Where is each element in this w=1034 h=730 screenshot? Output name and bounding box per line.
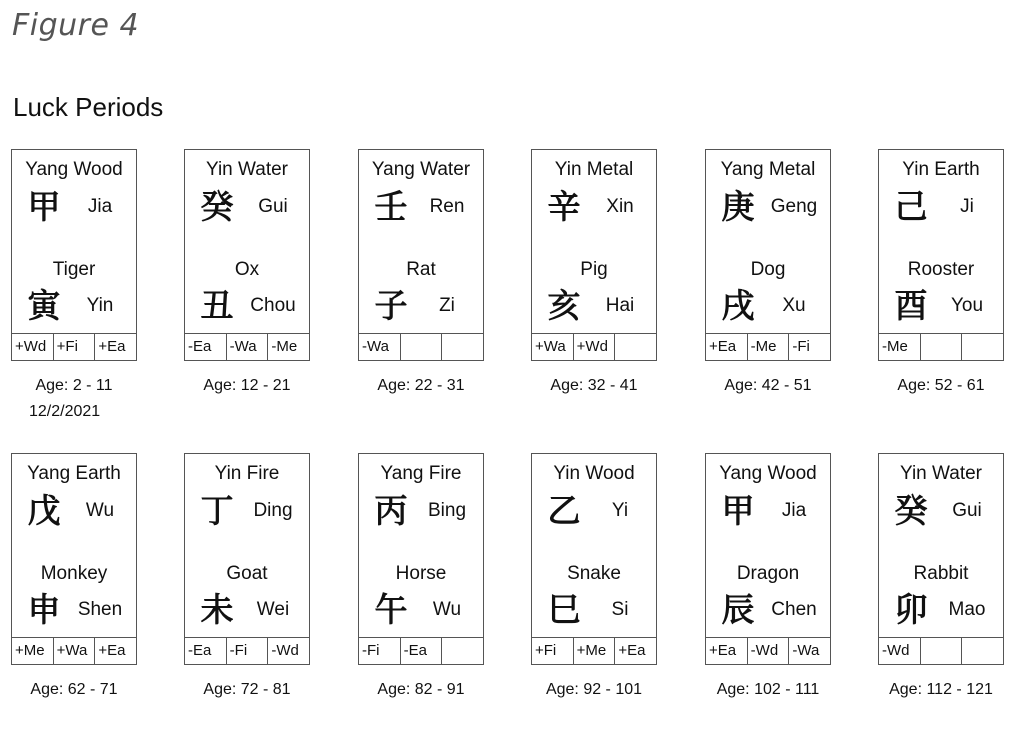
element-cell bbox=[962, 638, 1003, 664]
branch-label: Monkey bbox=[40, 563, 108, 584]
branch-label: Pig bbox=[580, 259, 608, 280]
element-cell bbox=[442, 334, 483, 360]
stem-label: Yang Wood bbox=[719, 463, 817, 484]
branch-label: Dog bbox=[750, 259, 786, 280]
stem-character: 丁 bbox=[200, 491, 234, 530]
element-cell: -Wd bbox=[879, 638, 921, 664]
stem-pinyin: Gui bbox=[258, 196, 288, 217]
branch-label: Rat bbox=[406, 259, 436, 280]
element-cell: -Wa bbox=[359, 334, 401, 360]
element-cell: +Wa bbox=[54, 638, 96, 664]
stem-pinyin: Xin bbox=[606, 196, 634, 217]
element-cell: +Ea bbox=[618, 642, 646, 659]
stem-pinyin: Jia bbox=[87, 196, 113, 217]
stem-character: 戊 bbox=[27, 491, 61, 530]
date-label: 12/2/2021 bbox=[29, 403, 101, 420]
element-cell: +Ea bbox=[98, 338, 126, 355]
branch-label: Rooster bbox=[907, 259, 975, 280]
element-cell: -Wa bbox=[792, 642, 820, 659]
element-row bbox=[359, 333, 483, 360]
element-cell: -Wa bbox=[227, 334, 269, 360]
element-row bbox=[879, 637, 1003, 664]
stem-pinyin: Wu bbox=[85, 500, 115, 521]
branch-pinyin: Shen bbox=[77, 599, 123, 620]
branch-character: 申 bbox=[27, 590, 61, 629]
luck-period-card bbox=[705, 453, 831, 665]
element-row bbox=[532, 637, 656, 664]
age-range: Age: 82 - 91 bbox=[377, 681, 465, 698]
element-cell bbox=[442, 638, 483, 664]
element-cell: -Fi bbox=[227, 638, 269, 664]
element-row bbox=[706, 637, 830, 664]
branch-pinyin: Yin bbox=[86, 295, 114, 316]
branch-label: Dragon bbox=[736, 563, 800, 584]
branch-pinyin: Chou bbox=[250, 295, 296, 316]
branch-character: 酉 bbox=[894, 286, 928, 325]
age-range: Age: 112 - 121 bbox=[889, 681, 993, 698]
stem-label: Yin Earth bbox=[902, 159, 980, 180]
luck-period-card bbox=[184, 149, 310, 361]
stem-character: 乙 bbox=[547, 491, 581, 530]
element-row bbox=[12, 637, 136, 664]
element-cell: -Ea bbox=[185, 638, 227, 664]
element-cell: -Wd bbox=[271, 642, 299, 659]
branch-pinyin: Chen bbox=[771, 599, 817, 620]
branch-character: 寅 bbox=[27, 286, 61, 325]
branch-character: 丑 bbox=[200, 286, 234, 325]
age-range: Age: 102 - 111 bbox=[716, 681, 820, 698]
stem-character: 丙 bbox=[374, 491, 408, 530]
figure-label: Figure 4 bbox=[12, 8, 140, 43]
branch-pinyin: Wei bbox=[256, 599, 290, 620]
branch-character: 卯 bbox=[894, 590, 928, 629]
branch-label: Goat bbox=[226, 563, 268, 584]
age-range: Age: 52 - 61 bbox=[897, 377, 985, 394]
stem-pinyin: Bing bbox=[427, 500, 467, 521]
luck-period-card bbox=[878, 453, 1004, 665]
branch-character: 巳 bbox=[547, 590, 581, 629]
element-row bbox=[185, 637, 309, 664]
element-row bbox=[12, 333, 136, 360]
element-cell bbox=[615, 334, 656, 360]
element-cell: +Ea bbox=[98, 642, 126, 659]
luck-period-card bbox=[531, 453, 657, 665]
branch-label: Horse bbox=[395, 563, 447, 584]
branch-character: 戌 bbox=[721, 286, 755, 325]
age-range: Age: 32 - 41 bbox=[550, 377, 638, 394]
element-cell: +Wa bbox=[532, 334, 574, 360]
stem-label: Yang Metal bbox=[720, 159, 816, 180]
branch-character: 未 bbox=[200, 590, 234, 629]
stem-pinyin: Ji bbox=[960, 196, 974, 217]
element-cell: -Me bbox=[879, 334, 921, 360]
luck-period-card bbox=[878, 149, 1004, 361]
element-cell: +Ea bbox=[706, 334, 748, 360]
luck-period-card bbox=[705, 149, 831, 361]
element-cell bbox=[921, 334, 963, 360]
age-range: Age: 72 - 81 bbox=[203, 681, 291, 698]
element-cell: +Wd bbox=[574, 334, 616, 360]
stem-label: Yin Water bbox=[205, 159, 288, 180]
stem-pinyin: Jia bbox=[781, 500, 807, 521]
luck-period-card bbox=[11, 453, 137, 665]
branch-character: 午 bbox=[374, 590, 408, 629]
element-row bbox=[359, 637, 483, 664]
stem-pinyin: Yi bbox=[611, 500, 629, 521]
element-row bbox=[706, 333, 830, 360]
branch-pinyin: Wu bbox=[432, 599, 462, 620]
luck-period-card bbox=[358, 453, 484, 665]
element-cell: +Fi bbox=[532, 638, 574, 664]
stem-label: Yin Water bbox=[899, 463, 982, 484]
branch-pinyin: Mao bbox=[948, 599, 986, 620]
branch-character: 亥 bbox=[547, 286, 581, 325]
stem-character: 庚 bbox=[721, 187, 755, 226]
branch-pinyin: Si bbox=[611, 599, 629, 620]
stem-label: Yang Fire bbox=[380, 463, 462, 484]
branch-pinyin: You bbox=[950, 295, 984, 316]
element-row bbox=[879, 333, 1003, 360]
age-range: Age: 2 - 11 bbox=[35, 377, 113, 394]
luck-period-card bbox=[11, 149, 137, 361]
branch-pinyin: Hai bbox=[605, 295, 635, 316]
stem-pinyin: Geng bbox=[770, 196, 818, 217]
stem-label: Yang Wood bbox=[25, 159, 123, 180]
branch-pinyin: Zi bbox=[439, 295, 455, 316]
branch-label: Rabbit bbox=[913, 563, 969, 584]
stem-label: Yin Metal bbox=[554, 159, 634, 180]
stem-character: 壬 bbox=[374, 187, 408, 226]
luck-period-card bbox=[358, 149, 484, 361]
stem-pinyin: Ding bbox=[253, 500, 293, 521]
stem-label: Yin Wood bbox=[553, 463, 635, 484]
element-cell: -Me bbox=[748, 334, 790, 360]
stem-character: 癸 bbox=[894, 491, 928, 530]
element-cell: +Me bbox=[574, 638, 616, 664]
branch-label: Ox bbox=[234, 259, 260, 280]
element-cell: -Ea bbox=[401, 638, 443, 664]
stem-pinyin: Gui bbox=[952, 500, 982, 521]
section-title: Luck Periods bbox=[13, 92, 164, 122]
element-row bbox=[532, 333, 656, 360]
element-cell: +Me bbox=[12, 638, 54, 664]
luck-period-card bbox=[184, 453, 310, 665]
age-range: Age: 92 - 101 bbox=[545, 681, 643, 698]
age-range: Age: 12 - 21 bbox=[203, 377, 291, 394]
age-range: Age: 62 - 71 bbox=[30, 681, 118, 698]
stem-label: Yang Earth bbox=[27, 463, 121, 484]
element-cell: +Ea bbox=[706, 638, 748, 664]
age-range: Age: 42 - 51 bbox=[724, 377, 812, 394]
stem-pinyin: Ren bbox=[429, 196, 465, 217]
stem-label: Yang Water bbox=[371, 159, 471, 180]
element-cell bbox=[921, 638, 963, 664]
branch-label: Snake bbox=[567, 563, 621, 584]
element-cell: +Wd bbox=[12, 334, 54, 360]
stem-character: 己 bbox=[894, 187, 928, 226]
element-cell: +Fi bbox=[54, 334, 96, 360]
element-cell: -Fi bbox=[792, 338, 810, 355]
element-cell: -Ea bbox=[185, 334, 227, 360]
stem-character: 辛 bbox=[547, 187, 581, 226]
element-cell bbox=[401, 334, 443, 360]
stem-label: Yin Fire bbox=[214, 463, 280, 484]
stem-character: 甲 bbox=[721, 491, 755, 530]
branch-pinyin: Xu bbox=[782, 295, 806, 316]
element-cell: -Me bbox=[271, 338, 298, 355]
element-cell: -Fi bbox=[359, 638, 401, 664]
branch-label: Tiger bbox=[52, 259, 96, 280]
stem-character: 癸 bbox=[200, 187, 234, 226]
stem-character: 甲 bbox=[27, 187, 61, 226]
luck-period-card bbox=[531, 149, 657, 361]
branch-character: 辰 bbox=[721, 590, 755, 629]
element-cell bbox=[962, 334, 1003, 360]
element-cell: -Wd bbox=[748, 638, 790, 664]
age-range: Age: 22 - 31 bbox=[377, 377, 465, 394]
element-row bbox=[185, 333, 309, 360]
branch-character: 子 bbox=[374, 286, 408, 325]
